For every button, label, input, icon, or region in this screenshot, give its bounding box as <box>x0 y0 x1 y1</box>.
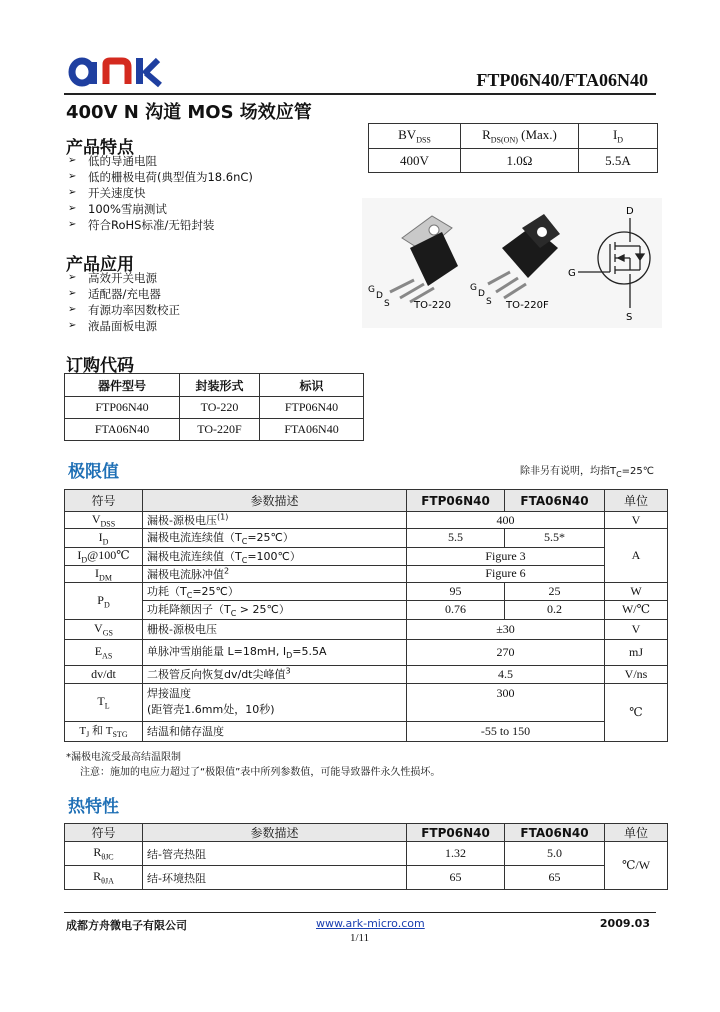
applications-heading: 产品应用 <box>66 255 134 275</box>
key-spec-table <box>368 123 658 173</box>
symbol-label-g: G <box>568 268 576 279</box>
symbol-label-s: S <box>626 312 633 323</box>
thermal-table <box>64 823 668 890</box>
abs-col-header: 参数描述 <box>143 490 407 512</box>
pin-label-d: D <box>376 291 383 301</box>
thermal-col-header: 单位 <box>605 824 668 842</box>
unit-cell: mJ <box>605 639 668 665</box>
value-cell: 95 <box>407 583 505 601</box>
value-cell: 400 <box>407 512 605 529</box>
table-row <box>65 419 364 441</box>
symbol-cell: $E_{AS}$ <box>65 639 143 665</box>
spec-header-bvdss: $BV_{DSS}$ <box>369 124 461 149</box>
unit-cell: A <box>605 529 668 583</box>
abs-col-header: FTP06N40 <box>407 490 505 512</box>
thermal-col-header: FTP06N40 <box>407 824 505 842</box>
ordering-cell: TO-220F <box>180 419 260 441</box>
abs-max-footnote-2: 注意：施加的电应力超过了“极限值”表中所列参数值，可能导致器件永久性损坏。 <box>80 767 441 778</box>
value-cell: 65 <box>407 866 505 890</box>
value-cell: 5.5* <box>505 529 605 547</box>
company-logo <box>66 52 166 92</box>
thermal-col-header: 符号 <box>65 824 143 842</box>
table-row <box>65 842 668 866</box>
symbol-cell: dv/dt <box>65 665 143 683</box>
list-item: ➢ 高效开关电源 <box>66 270 180 286</box>
table-row <box>65 529 668 547</box>
value-cell: Figure 3 <box>407 547 605 565</box>
doc-title: 400V N 沟道 MOS 场效应管 <box>66 102 312 123</box>
list-item: ➢ 低的栅极电荷(典型值为18.6nC) <box>66 169 253 185</box>
ordering-col-header: 器件型号 <box>65 374 180 397</box>
footer-date: 2009.03 <box>599 917 650 930</box>
footer-website-link[interactable]: www.ark-micro.com <box>316 917 425 930</box>
list-item: ➢ 100%雪崩测试 <box>66 201 253 217</box>
ordering-cell: TO-220 <box>180 397 260 419</box>
unit-cell: V/ns <box>605 665 668 683</box>
desc-cell: 单脉冲雪崩能量 L=18mH, $I_D=5.5A$ <box>143 639 407 665</box>
symbol-cell: $T_J$ 和 $T_{STG}$ <box>65 721 143 741</box>
ordering-cell: FTA06N40 <box>65 419 180 441</box>
unit-cell: ℃ <box>605 683 668 741</box>
desc-cell: 结-管壳热阻 <box>143 842 407 866</box>
package-drawing-svg <box>362 198 662 328</box>
ordering-cell: FTP06N40 <box>260 397 364 419</box>
desc-cell: 焊接温度 (距管壳1.6mm处，10秒) <box>143 683 407 721</box>
header-rule <box>64 93 656 95</box>
spec-value-rdson: 1.0Ω <box>461 149 579 173</box>
spec-value-id: 5.5A <box>579 149 658 173</box>
symbol-cell: $R_{\theta JC}$ <box>65 842 143 866</box>
abs-col-header: 符号 <box>65 490 143 512</box>
table-row <box>65 583 668 601</box>
footer-company: 成都方舟微电子有限公司 <box>66 919 187 932</box>
table-row <box>65 547 668 565</box>
to220f-label: TO-220F <box>506 300 549 311</box>
footer-rule <box>64 912 656 913</box>
table-row <box>65 639 668 665</box>
to220-label: TO-220 <box>414 300 451 311</box>
list-item: ➢ 适配器/充电器 <box>66 286 180 302</box>
list-item: ➢ 液晶面板电源 <box>66 318 180 334</box>
abs-max-table <box>64 489 668 742</box>
table-row <box>65 721 668 741</box>
abs-max-heading: 极限值 <box>68 462 119 482</box>
package-illustrations <box>362 198 662 328</box>
ordering-table <box>64 373 364 441</box>
ordering-heading: 订购代码 <box>66 356 134 376</box>
desc-cell: 漏极电流连续值$(T_C=25℃)$ <box>143 529 407 547</box>
list-item: ➢ 符合RoHS标准/无铅封装 <box>66 217 253 233</box>
ordering-col-header: 封装形式 <box>180 374 260 397</box>
symbol-cell: $R_{\theta JA}$ <box>65 866 143 890</box>
ordering-cell: FTP06N40 <box>65 397 180 419</box>
symbol-cell: $I_D@100℃$ <box>65 547 143 565</box>
desc-cell: 结温和储存温度 <box>143 721 407 741</box>
table-row <box>65 512 668 529</box>
value-cell: 4.5 <box>407 665 605 683</box>
value-cell: 5.0 <box>505 842 605 866</box>
abs-max-footnote-1: *漏极电流受最高结温限制 <box>66 752 181 763</box>
symbol-cell: $I_{DM}$ <box>65 565 143 582</box>
desc-cell: 漏极电流连续值$(T_C=100℃)$ <box>143 547 407 565</box>
unit-cell: W/℃ <box>605 601 668 619</box>
value-cell: 0.76 <box>407 601 505 619</box>
thermal-col-header: FTA06N40 <box>505 824 605 842</box>
abs-col-header: FTA06N40 <box>505 490 605 512</box>
desc-cell: 二极管反向恢复dv/dt尖峰值$^3$ <box>143 665 407 683</box>
table-row <box>65 619 668 639</box>
desc-cell: 功耗降额因子（$T_C$ > 25℃） <box>143 601 407 619</box>
desc-cell: 漏极-源极电压$^{(1)}$ <box>143 512 407 529</box>
to220f-pin-label-s: S <box>486 297 492 307</box>
value-cell: 65 <box>505 866 605 890</box>
applications-list <box>66 270 180 334</box>
thermal-col-header: 参数描述 <box>143 824 407 842</box>
value-cell: 1.32 <box>407 842 505 866</box>
unit-cell: V <box>605 619 668 639</box>
table-row <box>65 601 668 619</box>
abs-max-note: 除非另有说明，均指$T_C=25℃$ <box>519 466 654 479</box>
abs-col-header: 单位 <box>605 490 668 512</box>
features-list <box>66 153 253 233</box>
spec-header-rdson: $R_{DS(ON)}$ (Max.) <box>461 124 579 149</box>
ordering-col-header: 标识 <box>260 374 364 397</box>
value-cell: Figure 6 <box>407 565 605 582</box>
value-cell: 25 <box>505 583 605 601</box>
spec-header-id: $I_D$ <box>579 124 658 149</box>
list-item: ➢ 低的导通电阻 <box>66 153 253 169</box>
table-row <box>65 866 668 890</box>
pin-label-g: G <box>368 285 375 295</box>
value-cell: -55 to 150 <box>407 721 605 741</box>
unit-cell: V <box>605 512 668 529</box>
to220f-pin-label-d: D <box>478 289 485 299</box>
unit-cell: W <box>605 583 668 601</box>
unit-cell: ℃/W <box>605 842 668 890</box>
spec-value-bvdss: 400V <box>369 149 461 173</box>
desc-cell: 结-环境热阻 <box>143 866 407 890</box>
symbol-cell: $V_{GS}$ <box>65 619 143 639</box>
table-row <box>65 565 668 582</box>
list-item: ➢ 开关速度快 <box>66 185 253 201</box>
symbol-cell: $T_L$ <box>65 683 143 721</box>
symbol-cell: $P_D$ <box>65 583 143 619</box>
desc-cell: 栅极-源极电压 <box>143 619 407 639</box>
table-row <box>65 397 364 419</box>
desc-cell: 漏极电流脉冲值$^2$ <box>143 565 407 582</box>
part-number-title: FTP06N40/FTA06N40 <box>476 70 648 90</box>
symbol-label-d: D <box>626 206 634 217</box>
value-cell: ±30 <box>407 619 605 639</box>
page-number: 1/11 <box>350 932 370 944</box>
thermal-heading: 热特性 <box>68 797 119 817</box>
value-cell: 5.5 <box>407 529 505 547</box>
features-heading: 产品特点 <box>66 138 134 158</box>
desc-cell: 功耗$(T_C=25℃)$ <box>143 583 407 601</box>
symbol-cell: $I_D$ <box>65 529 143 547</box>
pin-label-s: S <box>384 299 390 309</box>
table-row <box>65 683 668 721</box>
value-cell: 300 <box>407 683 605 721</box>
to220f-pin-label-g: G <box>470 283 477 293</box>
list-item: ➢ 有源功率因数校正 <box>66 302 180 318</box>
table-row <box>65 665 668 683</box>
value-cell: 270 <box>407 639 605 665</box>
ordering-cell: FTA06N40 <box>260 419 364 441</box>
value-cell: 0.2 <box>505 601 605 619</box>
symbol-cell: $V_{DSS}$ <box>65 512 143 529</box>
